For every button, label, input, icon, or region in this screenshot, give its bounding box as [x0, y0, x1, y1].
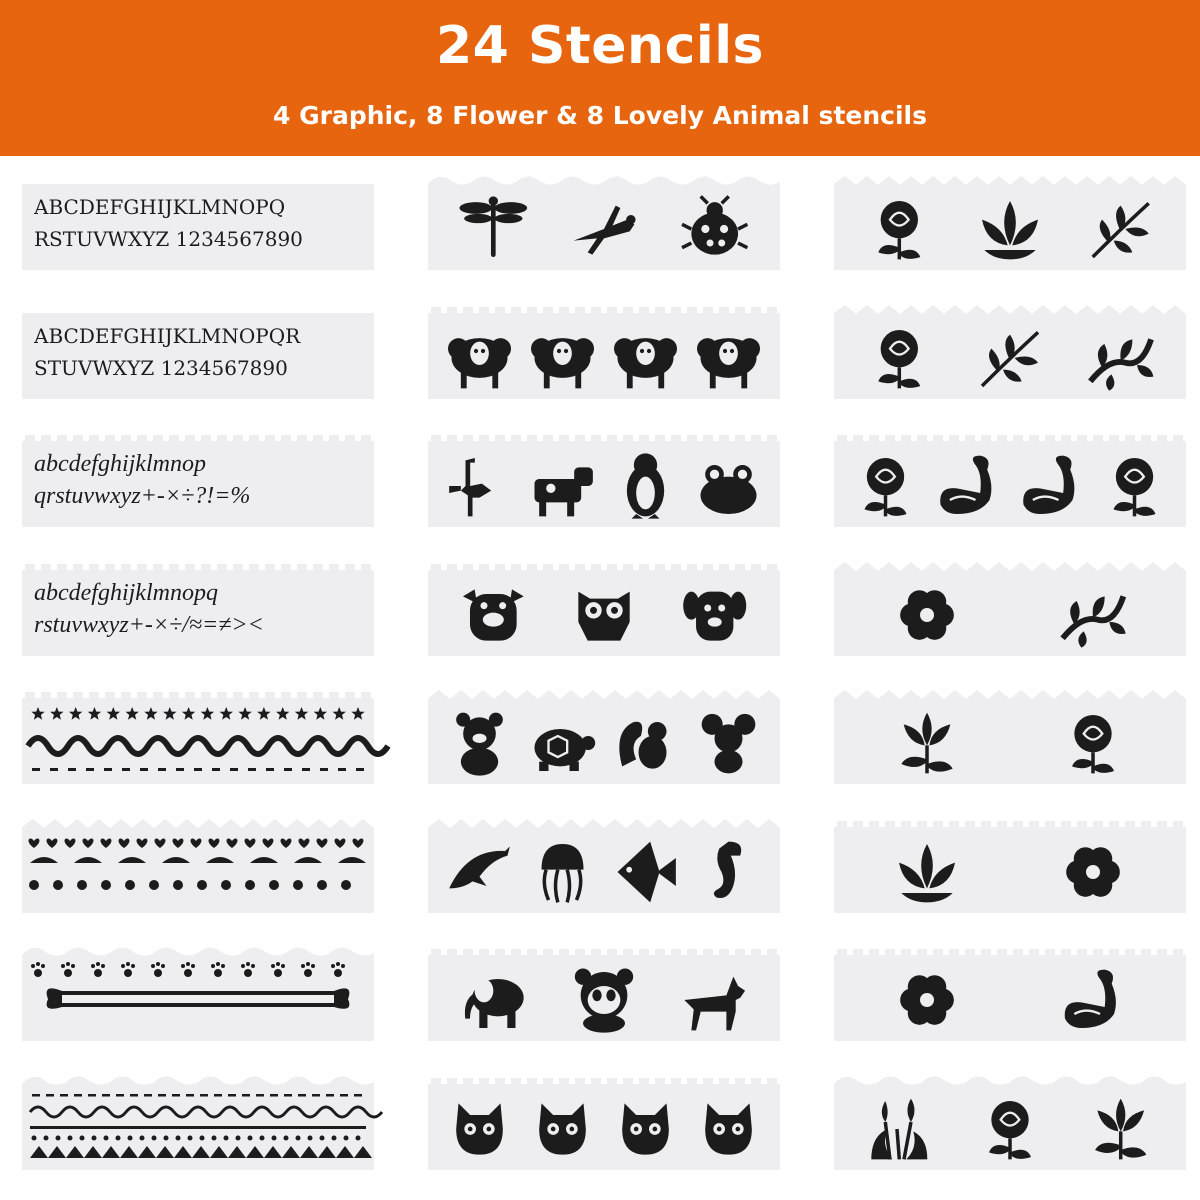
dash-mark [104, 768, 112, 771]
rose-icon [878, 201, 920, 259]
banner-title: 24 Stencils [436, 16, 764, 76]
stencil-sheet [834, 562, 1186, 656]
dot-mark [128, 1135, 133, 1140]
scroll-end [334, 988, 349, 1008]
dash-mark [46, 1094, 54, 1097]
scroll-line [62, 991, 334, 995]
dash-mark [256, 1094, 264, 1097]
dot-mark [341, 880, 351, 890]
dash-mark [50, 768, 58, 771]
stencil-strip [22, 562, 374, 656]
dash-mark [266, 768, 274, 771]
dash-mark [194, 768, 202, 771]
rose-icon [865, 458, 907, 516]
rose-icon [878, 330, 920, 388]
dash-mark [356, 768, 364, 771]
owl-icon [578, 591, 629, 640]
stencil-strip [834, 1076, 1186, 1170]
dash-mark [270, 1094, 278, 1097]
scroll-line [62, 1003, 334, 1007]
dash-mark [338, 768, 346, 771]
dot-mark [320, 1135, 325, 1140]
dot-mark [32, 1135, 37, 1140]
dot-mark [77, 880, 87, 890]
dot-mark [248, 1135, 253, 1140]
dash-mark [354, 1094, 362, 1097]
dash-mark [158, 1094, 166, 1097]
dot-mark [164, 1135, 169, 1140]
stencil-letters-2: STUVWXYZ 1234567890 [34, 355, 288, 380]
dash-mark [326, 1094, 334, 1097]
dot-mark [173, 880, 183, 890]
stencil-letters-2: qrstuvwxyz+-×÷?!=% [34, 483, 251, 509]
dash-mark [122, 768, 130, 771]
stencil-sheet [834, 690, 1186, 784]
dash-mark [86, 768, 94, 771]
dash-mark [88, 1094, 96, 1097]
dot-mark [272, 1135, 277, 1140]
dot-mark [356, 1135, 361, 1140]
dot-mark [296, 1135, 301, 1140]
dash-mark [172, 1094, 180, 1097]
stencil-strip [428, 947, 780, 1041]
stencil-strip [428, 433, 780, 527]
dash-mark [284, 1094, 292, 1097]
dash-mark [340, 1094, 348, 1097]
stencil-strip [428, 1076, 780, 1170]
stencil-strip [428, 176, 780, 270]
dash-mark [144, 1094, 152, 1097]
stencil-strip [22, 305, 374, 399]
stencil-strip [428, 562, 780, 656]
stencil-letters-2: rstuvwxyz+-×÷/≈=≠>< [34, 611, 264, 638]
dash-mark [320, 768, 328, 771]
dash-mark [68, 768, 76, 771]
stencil-strip [428, 819, 780, 913]
dash-mark [284, 768, 292, 771]
stencil-letters-1: abcdefghijklmnopq [34, 579, 218, 606]
dash-mark [186, 1094, 194, 1097]
dash-mark [32, 1094, 40, 1097]
dot-mark [101, 880, 111, 890]
dot-mark [260, 1135, 265, 1140]
stencil-strip [834, 819, 1186, 913]
dash-mark [140, 768, 148, 771]
dot-mark [293, 880, 303, 890]
dot-mark [53, 880, 63, 890]
dot-mark [197, 880, 207, 890]
dash-mark [102, 1094, 110, 1097]
stencil-strip [428, 305, 780, 399]
dash-mark [212, 768, 220, 771]
dot-mark [224, 1135, 229, 1140]
dot-mark [344, 1135, 349, 1140]
dot-mark [68, 1135, 73, 1140]
dash-mark [248, 768, 256, 771]
rose-icon [1114, 458, 1156, 516]
scroll-end [47, 988, 62, 1008]
dot-mark [236, 1135, 241, 1140]
dot-mark [212, 1135, 217, 1140]
dot-mark [317, 880, 327, 890]
stencil-strip [834, 562, 1186, 656]
rose-icon [1072, 715, 1114, 773]
dot-mark [149, 880, 159, 890]
dash-mark [242, 1094, 250, 1097]
solid-line [30, 1126, 366, 1129]
stencil-letters-1: abcdefghijklmnop [34, 451, 206, 477]
dot-mark [140, 1135, 145, 1140]
dash-mark [32, 768, 40, 771]
dash-mark [116, 1094, 124, 1097]
dot-mark [152, 1135, 157, 1140]
dot-mark [29, 880, 39, 890]
dot-mark [332, 1135, 337, 1140]
banner-subtitle: 4 Graphic, 8 Flower & 8 Lovely Animal stencils [273, 101, 927, 130]
rose-icon [989, 1101, 1031, 1159]
dot-mark [188, 1135, 193, 1140]
stencil-strip [834, 176, 1186, 270]
dot-mark [176, 1135, 181, 1140]
dot-mark [245, 880, 255, 890]
stencil-strip [428, 690, 780, 784]
dash-mark [176, 768, 184, 771]
dash-mark [158, 768, 166, 771]
stencil-strip [22, 690, 374, 784]
stencil-strip [22, 433, 374, 527]
stencil-sheet [22, 564, 374, 656]
stencil-letters-1: ABCDEFGHIJKLMNOPQ [34, 195, 286, 219]
dot-mark [104, 1135, 109, 1140]
dash-mark [298, 1094, 306, 1097]
dash-mark [302, 768, 310, 771]
stencil-sheet [22, 435, 374, 527]
dot-mark [284, 1135, 289, 1140]
dot-mark [269, 880, 279, 890]
stencil-sheet [22, 819, 374, 913]
title-banner [0, 0, 1200, 156]
stencil-strip [834, 305, 1186, 399]
stencil-strip [22, 1076, 374, 1170]
stencil-strip [834, 433, 1186, 527]
dash-mark [230, 768, 238, 771]
stencil-sheet [834, 949, 1186, 1041]
stencil-grid [0, 156, 1200, 1200]
dot-mark [92, 1135, 97, 1140]
dot-mark [44, 1135, 49, 1140]
panda-icon [575, 969, 633, 1033]
stencil-letters-1: ABCDEFGHIJKLMNOPQR [34, 323, 301, 348]
dot-mark [308, 1135, 313, 1140]
dot-mark [200, 1135, 205, 1140]
dash-mark [200, 1094, 208, 1097]
stencil-letters-2: RSTUVWXYZ 1234567890 [34, 227, 303, 251]
dash-mark [214, 1094, 222, 1097]
stencil-strip [834, 690, 1186, 784]
dot-mark [221, 880, 231, 890]
stencil-strip [22, 819, 374, 913]
dash-mark [228, 1094, 236, 1097]
stencil-strip [22, 947, 374, 1041]
dot-mark [80, 1135, 85, 1140]
stencil-strip [22, 176, 374, 270]
dot-mark [116, 1135, 121, 1140]
stencil-sheet [834, 821, 1186, 913]
stencil-strip [834, 947, 1186, 1041]
dash-mark [312, 1094, 320, 1097]
dash-mark [74, 1094, 82, 1097]
dot-mark [56, 1135, 61, 1140]
dash-mark [130, 1094, 138, 1097]
dash-mark [60, 1094, 68, 1097]
dot-mark [125, 880, 135, 890]
